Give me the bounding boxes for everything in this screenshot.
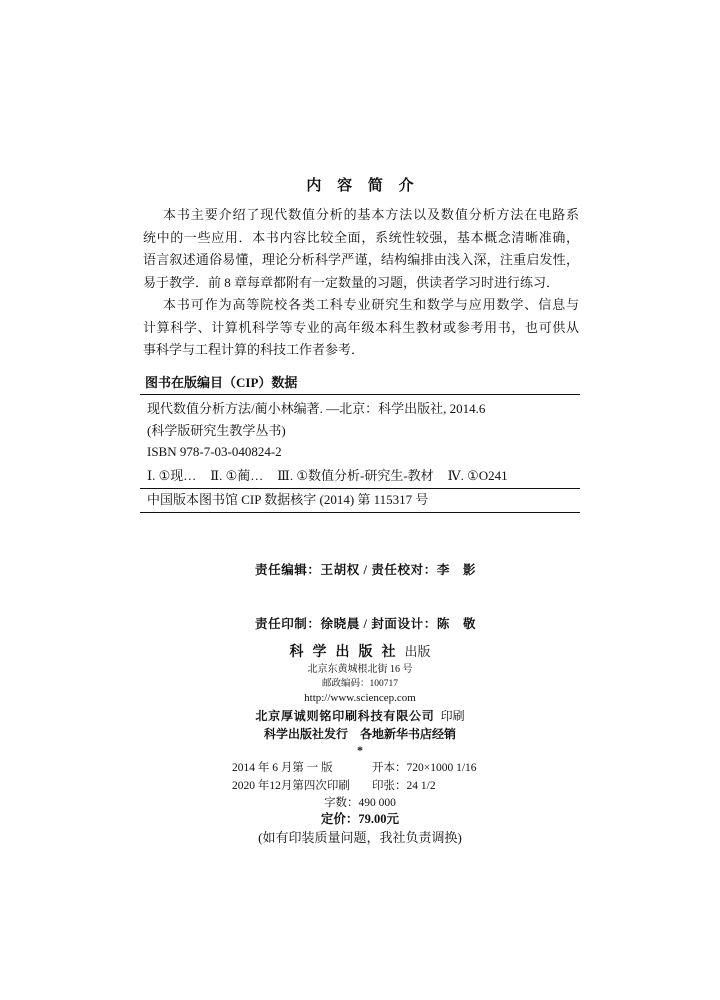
word-count: 字数：490 000: [324, 797, 396, 809]
publisher-line: [0, 642, 720, 662]
intro-title: 内 容 简 介: [306, 178, 420, 194]
text-line: 语言叙述通俗易懂，理论分析科学严谨，结构编排由浅入深，注重启发性，: [143, 252, 579, 267]
distributor: 科学出版社发行: [263, 727, 348, 741]
printer-line: [0, 707, 720, 725]
cip-record-number: 中国版本图书馆 CIP 数据核字 (2014) 第 115317 号: [147, 492, 429, 507]
divider: [140, 488, 580, 489]
text-line: 统中的一些应用．本书内容比较全面，系统性较强，基本概念清晰准确，: [143, 229, 579, 245]
classification-item: Ⅰ. ①现…: [147, 468, 197, 483]
cip-series-entry: (科学版研究生教学丛书): [147, 422, 286, 438]
distribution-line: [0, 725, 720, 743]
text-line: 计算科学、计算机科学等专业的高年级本科生教材或参考用书，也可供从: [143, 319, 579, 335]
text-line: 本书可作为高等院校各类工科专业研究生和数学与应用数学、信息与: [163, 297, 579, 312]
quality-notice: (如有印装质量问题，我社负责调换): [258, 830, 462, 845]
intro-paragraph-1: [143, 204, 579, 294]
distributor: 各地新华书店经销: [360, 727, 457, 741]
separator-star: *: [357, 743, 363, 757]
printing-date: 2020 年12月第四次印刷: [232, 780, 350, 792]
cip-classification: [147, 467, 508, 485]
intro-body: [143, 204, 579, 362]
format-size: 开本：720×1000 1/16: [372, 762, 477, 774]
divider: [140, 394, 580, 395]
divider: [140, 512, 580, 513]
publisher-website: http://www.sciencep.com: [304, 692, 416, 704]
price: 定价：79.00元: [320, 812, 400, 826]
classification-item: Ⅱ. ①蔺…: [210, 468, 264, 483]
edition-row: [232, 759, 477, 777]
publisher-role: 出版: [404, 644, 431, 659]
credits-line: 责任编辑：王胡权 / 责任校对：李 影: [255, 563, 477, 577]
printing-row: [232, 777, 436, 795]
cip-title-entry: 现代数值分析方法/蔺小林编著. —北京：科学出版社, 2014.6: [147, 401, 486, 416]
printer-role: 印刷: [440, 709, 465, 723]
classification-item: Ⅲ. ①数值分析-研究生-教材: [277, 468, 434, 483]
edition-date: 2014 年 6 月第 一 版: [232, 762, 333, 774]
postcode: 邮政编码：100717: [321, 679, 398, 689]
intro-paragraph-2: [143, 294, 579, 362]
text-line: 本书主要介绍了现代数值分析的基本方法以及数值分析方法在电路系: [163, 207, 579, 222]
publisher-name: 科学出版社: [289, 644, 405, 660]
text-line: 易于教学．前 8 章每章都附有一定数量的习题，供读者学习时进行练习．: [143, 274, 560, 290]
printer-name: 北京厚诚则铭印刷科技有限公司: [255, 709, 435, 723]
cip-isbn-entry: ISBN 978-7-03-040824-2: [147, 444, 282, 459]
cip-heading: 图书在版编目（CIP）数据: [145, 375, 298, 390]
publisher-address: 北京东黄城根北街 16 号: [307, 664, 413, 675]
cip-entries: [147, 398, 485, 463]
text-line: 事科学与工程计算的科技工作者参考．: [143, 342, 365, 357]
credits-line: 责任印制：徐晓晨 / 封面设计：陈 敬: [255, 617, 477, 631]
classification-item: Ⅳ. ①O241: [447, 468, 508, 483]
printed-sheets: 印张：24 1/2: [372, 780, 436, 792]
